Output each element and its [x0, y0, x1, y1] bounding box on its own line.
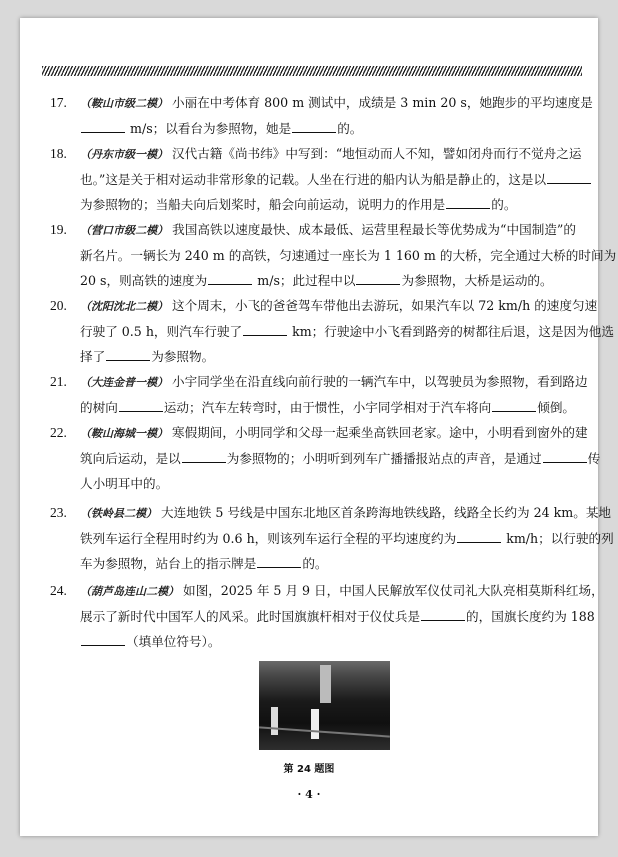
- question-line: [80, 471, 576, 497]
- question-line: [80, 268, 576, 294]
- question-line: [80, 141, 582, 167]
- question-line: [80, 604, 595, 630]
- question-number: 20.: [50, 298, 67, 313]
- question-number: 17.: [50, 95, 67, 110]
- question-line: [80, 319, 614, 345]
- question-text: 的，国旗长度约为 188: [466, 608, 595, 624]
- question-text: 的。: [491, 197, 517, 212]
- question-23: [50, 500, 614, 577]
- question-line: [80, 369, 588, 395]
- answer-blank[interactable]: [492, 398, 536, 412]
- question-text: 为参照物的；当船夫向后划桨时，船会向前运动，说明力的作用是: [80, 197, 446, 212]
- question-source: （鞍山海城一模）: [80, 427, 168, 440]
- question-number: 21.: [50, 374, 67, 389]
- question-text: 传: [587, 450, 601, 466]
- question-source: （沈阳沈北二模）: [80, 300, 168, 313]
- question-18: [50, 141, 582, 218]
- question-text: 展示了新时代中国军人的风采。此时国旗旗杆相对于仪仗兵是: [80, 608, 421, 624]
- question-24: [50, 578, 604, 655]
- question-line: [80, 578, 604, 604]
- question-number: 22.: [50, 425, 67, 440]
- question-text: 也。”这是关于相对运动非常形象的记载。人坐在行进的船内认为船是静止的，这是以: [80, 171, 547, 187]
- question-text: 汉代古籍《尚书纬》中写到：“地恒动而人不知，譬如闭舟而行不觉舟之运: [172, 146, 582, 161]
- question-source: （营口市级二模）: [80, 224, 169, 237]
- question-line: [80, 167, 576, 193]
- question-text: 我国高铁以速度最快、成本最低、运营里程最长等优势成为“中国制造”的: [172, 222, 576, 237]
- answer-blank[interactable]: [81, 119, 125, 133]
- question-text: 铁列车运行全程用时约为 0.6 h，则该列车运行全程的平均速度约为: [80, 530, 457, 546]
- figure-caption: 第 24 题图: [283, 764, 335, 775]
- question-text: km/h；以行驶的列: [502, 530, 614, 546]
- question-text: 人小明耳中的。: [80, 476, 169, 491]
- question-text: 的树向: [80, 399, 118, 415]
- question-line: [80, 344, 576, 370]
- question-number: 19.: [50, 222, 67, 237]
- question-text: 的。: [302, 556, 328, 571]
- question-text: 行驶了 0.5 h，则汽车行驶了: [80, 323, 243, 339]
- answer-blank[interactable]: [119, 398, 163, 412]
- question-number: 23.: [50, 505, 67, 520]
- question-number: 18.: [50, 146, 67, 161]
- question-17: [50, 90, 593, 141]
- question-text: 车为参照物，站台上的指示牌是: [80, 556, 257, 571]
- answer-blank[interactable]: [106, 347, 150, 361]
- question-text: 小丽在中考体育 800 m 测试中，成绩是 3 min 20 s，她跑步的平均速度是: [172, 95, 593, 110]
- question-line: [80, 420, 588, 446]
- question-text: 择了: [80, 349, 106, 364]
- answer-blank[interactable]: [243, 322, 287, 336]
- question-text: 大连地铁 5 号线是中国东北地区首条跨海地铁线路，线路全长约为 24 km。某地: [161, 505, 612, 520]
- question-text: 为参照物，大桥是运动的。: [401, 273, 553, 288]
- question-text: 筑向后运动，是以: [80, 450, 181, 466]
- question-text: m/s；此过程中以: [253, 273, 356, 288]
- question-text: 如图，2025 年 5 月 9 日，中国人民解放军仪仗司礼大队亮相莫斯科红场，: [183, 583, 604, 598]
- answer-blank[interactable]: [182, 449, 226, 463]
- question-line: [80, 217, 576, 243]
- question-text: 倾倒。: [537, 399, 575, 415]
- question-source: （丹东市级一模）: [80, 148, 168, 161]
- answer-blank[interactable]: [257, 554, 301, 568]
- answer-blank[interactable]: [81, 632, 125, 646]
- question-source: （铁岭县二模）: [80, 507, 157, 520]
- question-source: （鞍山市级二模）: [80, 97, 168, 110]
- question-line: [80, 629, 576, 655]
- figure-24-photo: [259, 661, 390, 750]
- question-line: [80, 243, 617, 269]
- question-source: （葫芦岛连山二模）: [80, 585, 179, 598]
- question-text: 新名片。一辆长为 240 m 的高铁，匀速通过一座长为 1 160 m 的大桥，完全通过大桥的时间为: [80, 247, 617, 263]
- question-line: [80, 446, 601, 472]
- question-text: 为参照物。: [151, 349, 215, 364]
- answer-blank[interactable]: [421, 607, 465, 621]
- question-line: [80, 395, 576, 421]
- question-number: 24.: [50, 583, 67, 598]
- photo-soldier: [271, 707, 278, 735]
- answer-blank[interactable]: [208, 271, 252, 285]
- question-text: 这个周末，小飞的爸爸驾车带他出去游玩，如果汽车以 72 km/h 的速度匀速: [172, 298, 598, 313]
- answer-blank[interactable]: [457, 529, 501, 543]
- question-line: [80, 90, 593, 116]
- question-21: [50, 369, 588, 420]
- question-text: km；行驶途中小飞看到路旁的树都往后退，这是因为他选: [288, 323, 614, 339]
- question-line: [80, 526, 614, 552]
- question-22: [50, 420, 601, 497]
- answer-blank[interactable]: [292, 119, 336, 133]
- question-20: [50, 293, 614, 370]
- question-text: 的。: [337, 120, 363, 136]
- answer-blank[interactable]: [547, 170, 591, 184]
- decorative-hatched-band: [42, 66, 582, 76]
- question-text: （填单位符号）。: [126, 634, 221, 649]
- question-text: m/s；以看台为参照物，她是: [126, 120, 292, 136]
- answer-blank[interactable]: [356, 271, 400, 285]
- question-line: [80, 293, 598, 319]
- photo-soldier: [311, 709, 319, 739]
- page-number: · 4 ·: [297, 788, 321, 801]
- question-line: [80, 551, 576, 577]
- question-text: 20 s，则高铁的速度为: [80, 273, 208, 288]
- question-line: [80, 192, 576, 218]
- answer-blank[interactable]: [446, 195, 490, 209]
- question-text: 运动；汽车左转弯时，由于惯性，小宇同学相对于汽车将向: [163, 399, 492, 415]
- question-line: [80, 500, 612, 526]
- question-source: （大连金普一模）: [80, 376, 168, 389]
- question-19: [50, 217, 617, 294]
- question-line: [80, 116, 576, 142]
- answer-blank[interactable]: [543, 449, 587, 463]
- question-text: 寒假期间，小明同学和父母一起乘坐高铁回老家。途中，小明看到窗外的建: [172, 425, 588, 440]
- question-text: 小宇同学坐在沿直线向前行驶的一辆汽车中，以驾驶员为参照物，看到路边: [172, 374, 588, 389]
- photo-tower: [320, 665, 331, 703]
- photo-road: [259, 726, 390, 737]
- question-text: 为参照物的；小明听到列车广播播报站点的声音，是通过: [226, 450, 542, 466]
